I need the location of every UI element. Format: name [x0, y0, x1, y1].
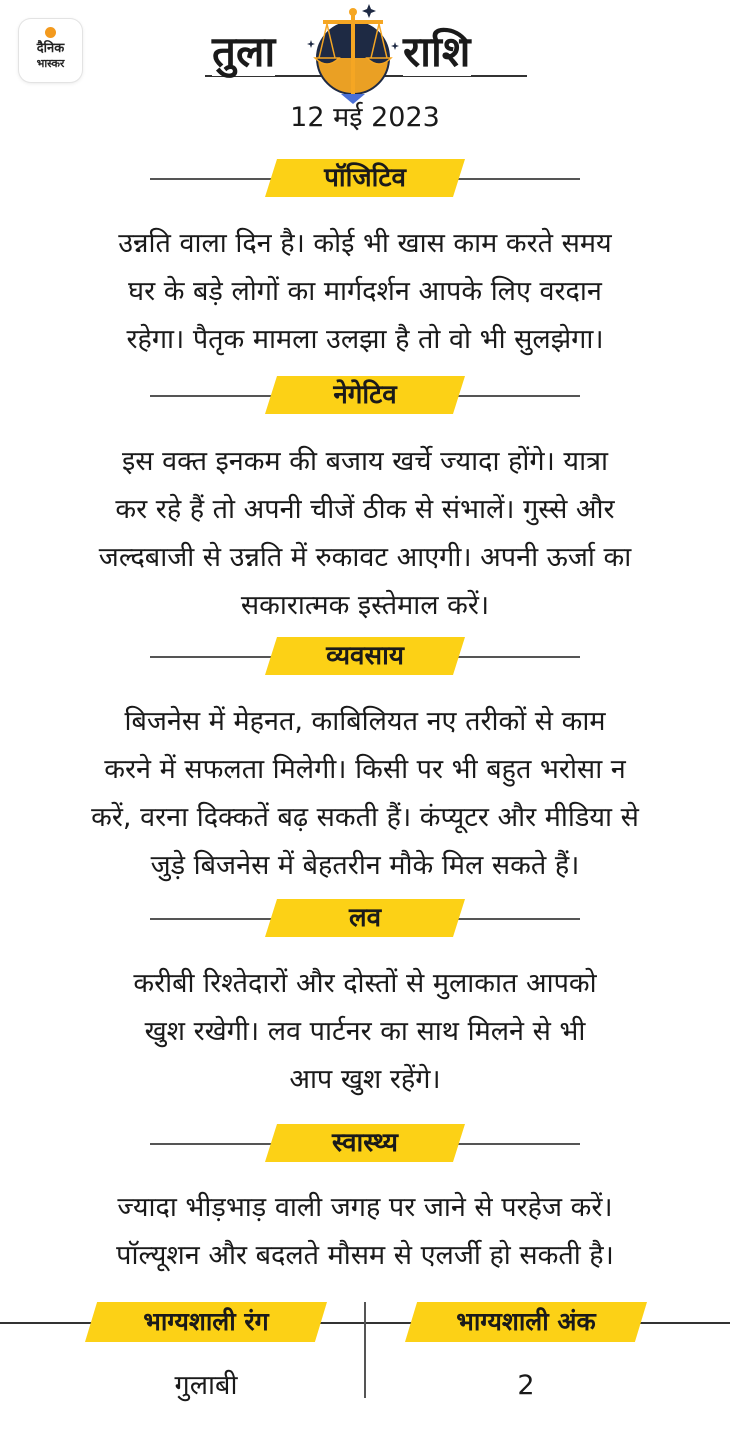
horoscope-date: 12 मई 2023: [290, 102, 440, 133]
libra-scales-icon: [303, 0, 403, 110]
logo-sun-icon: [45, 27, 56, 38]
section-heading-positive: पॉजिटिव: [265, 159, 465, 197]
lucky-number-value: 2: [517, 1370, 535, 1401]
page-title-right: राशि: [403, 27, 471, 76]
lucky-color-value: गुलाबी: [174, 1370, 238, 1401]
lucky-column-divider: [364, 1302, 366, 1398]
brand-logo: [19, 19, 82, 82]
logo-line2: भास्कर: [36, 57, 65, 70]
section-text-positive: उन्नति वाला दिन है। कोई भी खास काम करते समय घर के बड़े लोगों का मार्गदर्शन आपके लिए वरदान रहेगा। पैतृक मामला उलझा है तो वो भी सुलझेगा।: [118, 228, 612, 355]
logo-line1: दैनिक: [36, 41, 65, 56]
section-text-health: ज्यादा भीड़भाड़ वाली जगह पर जाने से परहेज करें। पॉल्यूशन और बदलते मौसम से एलर्जी हो सकती है।: [116, 1192, 614, 1271]
section-text-love: करीबी रिश्तेदारों और दोस्तों से मुलाकात आपको खुश रखेगी। लव पार्टनर का साथ मिलने से भी आप खुश रहेंगे।: [133, 968, 597, 1095]
section-heading-negative: नेगेटिव: [265, 376, 465, 414]
page-title-left: तुला: [212, 27, 276, 76]
section-heading-health: स्वास्थ्य: [265, 1124, 465, 1162]
section-heading-love: लव: [265, 899, 465, 937]
section-text-business: बिजनेस में मेहनत, काबिलियत नए तरीकों से काम करने में सफलता मिलेगी। किसी पर भी बहुत भरोसा न करें, वरना दिक्कतें बढ़ सकती हैं। कंप्यूटर और मीडिया से जुड़े बिजनेस में बेहतरीन मौके मिल सकते हैं।: [91, 706, 639, 881]
lucky-number-heading: भाग्यशाली अंक: [405, 1302, 647, 1342]
section-heading-business: व्यवसाय: [265, 637, 465, 675]
section-text-negative: इस वक्त इनकम की बजाय खर्चे ज्यादा होंगे। यात्रा कर रहे हैं तो अपनी चीजें ठीक से संभालें। गुस्से और जल्दबाजी से उन्नति में रुकावट आएगी। अपनी ऊर्जा का सकारात्मक इस्तेमाल करें।: [98, 446, 632, 621]
lucky-color-heading: भाग्यशाली रंग: [85, 1302, 327, 1342]
